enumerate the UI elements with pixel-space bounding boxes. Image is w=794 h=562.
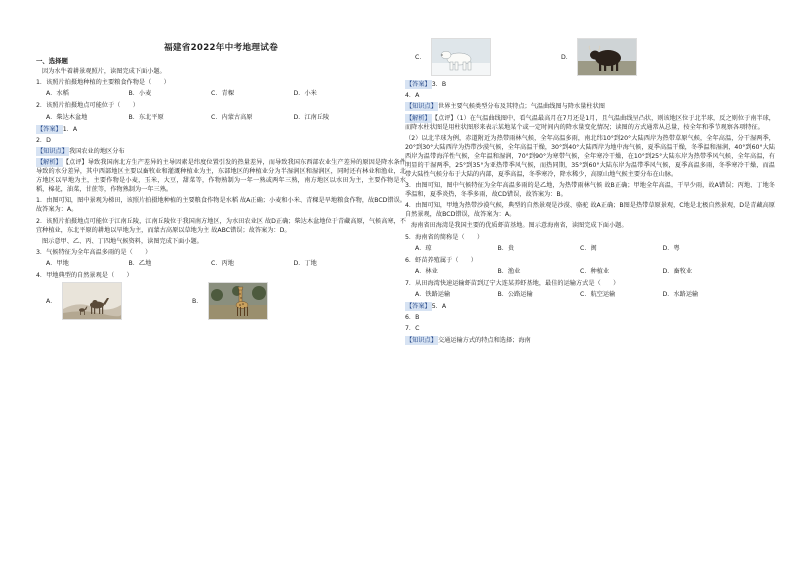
option: C．闽 xyxy=(580,244,597,252)
intro-text: 因为水牛着耕景观照片，读图完成下面小题。 xyxy=(42,68,166,75)
polar-bear-photo xyxy=(431,38,491,76)
question-1-options xyxy=(36,89,406,98)
question-6: 6．虾苗养殖属于（ ） xyxy=(405,256,477,264)
option: B．贵 xyxy=(497,244,515,252)
knowledge-point-3: 【知识点】交通运输方式的特点和选择；海南 xyxy=(406,336,531,344)
intro-text-3: 海南省田海湾是我国主要的优质虾苗基地。图示意海南省，读图完成下面小题。 xyxy=(411,222,628,230)
option: B．小麦 xyxy=(128,90,152,98)
option: D．江南丘陵 xyxy=(293,113,330,121)
option: B．渔业 xyxy=(497,267,521,275)
image-d-label: D． xyxy=(561,53,572,61)
desert-camel-photo xyxy=(62,282,122,320)
question-4: 4．甲地典型的自然景观是（ ） xyxy=(36,272,133,280)
option: D．粤 xyxy=(662,244,680,252)
image-c-label: C． xyxy=(415,53,426,61)
answer-7: 7．C xyxy=(405,325,420,333)
option: B．公路运输 xyxy=(497,291,533,299)
option: D．小米 xyxy=(293,90,317,98)
knowledge-tag: 【知识点】 xyxy=(37,147,68,155)
option: C．种植业 xyxy=(580,267,610,275)
intro-text-2: 图示意甲、乙、丙、丁四地气候资料，读图完成下面小题。 xyxy=(42,237,203,245)
question-4-images-cd xyxy=(405,38,775,76)
option: C．丙地 xyxy=(211,260,234,268)
knowledge-point-2: 【知识点】世界主要气候类型分布及其特点；气温曲线图与降水量柱状图 xyxy=(406,103,605,111)
left-column xyxy=(36,0,406,324)
analysis-2-continued: （2）以北半球为例，赤道附近为热带雨林气候，全年高温多雨，南北纬10°到20°大陆西岸为热带草原气候，全年高温，分干湿两季，20°到30°大陆西岸为热带沙漠气候，全年高温干燥，30°到40°大陆西岸为地中海气候，夏季高温干燥，冬季温和湿润，40°到60°大陆西岸为温带海洋性气候，全年温和湿润，70°到90°为寒带气候，全年寒冷干燥，在10°到25°大陆东岸为热带季风气候，全年高温，有明显的干湿两季，25°到35°为亚热带季风气候，而热同期，35°到60°大陆东岸为温带季风气候，夏季高温多雨，冬季寒冷干燥，而温带大陆性气候分布于大陆的内部，夏季高温，冬季寒冷，降水稀少，高原山地气候主要分布在山脉。 xyxy=(405,134,775,178)
question-2-options xyxy=(36,113,406,122)
answer-2: 2．D xyxy=(36,136,51,144)
question-4-images-ab xyxy=(36,282,406,320)
answer-6: 6．B xyxy=(405,314,420,322)
section-heading: 一、选择题 xyxy=(36,57,68,65)
option: A．水稻 xyxy=(46,90,69,98)
question-5-options xyxy=(405,244,775,253)
knowledge-tag: 【知识点】 xyxy=(406,336,437,344)
option: C．青稞 xyxy=(211,90,234,98)
analysis-tag: 【解析】 xyxy=(37,159,62,167)
answer-tag: 【答案】 xyxy=(406,81,431,88)
question-2: 2．该照片拍摄地点可能位于（ ） xyxy=(36,102,139,110)
option: D．丁地 xyxy=(293,260,317,268)
image-b-label: B． xyxy=(192,297,203,305)
knowledge-point: 【知识点】我国农业的地区分布 xyxy=(37,147,125,155)
option: A．甲地 xyxy=(46,260,69,268)
option: C．内蒙古高原 xyxy=(211,113,253,121)
explanation-1: 1．由图可知，图中景观为梯田，该照片拍摄地种植的主要粮食作物是水稻 故A正确；小麦和小米、青稞是旱地粮食作物，故BCD错误。故答案为：A。 xyxy=(36,197,406,214)
question-1: 1．该照片拍摄地种植的主要粮食作物是（ ） xyxy=(36,79,170,87)
option: C．航空运输 xyxy=(580,291,616,299)
option: B．乙地 xyxy=(128,260,152,268)
right-column xyxy=(405,0,775,347)
question-7: 7．从田海湾快速运输虾苗到辽宁大连某养虾基地，最佳的运输方式是（ ） xyxy=(405,279,620,287)
answer-1: 【答案】1．A xyxy=(37,125,78,133)
question-7-options xyxy=(405,290,775,299)
option: A．琼 xyxy=(415,244,432,252)
answer-tag: 【答案】 xyxy=(37,125,62,133)
explanation-2: 2．该照片拍摄地点可能位于江南丘陵，江南丘陵位于我国南方地区，为水田农业区 故D正确；柴达木盆地位于青藏高原，气候高寒，不宜种植业，东北平原的耕地以旱地为主，而蒙古高原以草地为主 故ABC错误；故答案为：D。 xyxy=(36,217,406,234)
image-a-label: A． xyxy=(46,297,57,305)
yak-plateau-photo xyxy=(577,38,637,76)
analysis-tag: 【解析】 xyxy=(406,114,431,122)
explanation-3: 3．由图可知，图中气候特征为全年高温多雨的是乙地，为热带雨林气候 故B正确；甲地全年高温，干旱少雨，故A错误；丙地、丁地冬季温和，夏季炎热，冬季多雨，故CD错误，故答案为：B。 xyxy=(405,181,775,198)
analysis-2: 【解析】【点评】（1）在气温曲线图中，看气温最高月在7月还是1月，且气温曲线呈凸状，则该地区位于北半球，反之则位于南半球，而降水柱状图是用柱状图形来表示某地某个或一定时间内的降水量变化情况；读图的方式通常从总量，按全年和季节观察各项特征。 xyxy=(405,114,775,131)
answer-5: 【答案】5．A xyxy=(406,303,447,311)
savanna-giraffe-photo xyxy=(208,282,268,320)
answer-3: 【答案】3．B xyxy=(406,81,447,88)
option: A．铁路运输 xyxy=(415,291,451,299)
knowledge-tag: 【知识点】 xyxy=(406,103,437,111)
option: B．东北平原 xyxy=(128,113,164,121)
option: D．畜牧业 xyxy=(662,267,693,275)
answer-tag: 【答案】 xyxy=(406,303,431,311)
page-title: 福建省2022年中考地理试卷 xyxy=(163,43,279,53)
question-6-options xyxy=(405,267,775,276)
analysis: 【解析】【点评】导致我国南北方生产差异的主导因素是纬度位置引发的热量差异，而导致我国东西部农业生产差异的原因是降水条件导致的水分差异，其中西部地区主要以畜牧业和灌溉种植业为主，东部地区的种植业分为半湿润区和湿润区，同时还有林业和渔业，北方地区以旱地为主，主要作物是小麦，玉米，大豆，甜菜等，作物熟制为一年一熟或两年三熟，南方地区以水田为主，主要作物是水稻，棉花，油菜，甘蔗等，作物熟制为一年三熟。 xyxy=(36,159,406,194)
question-3-options xyxy=(36,259,406,268)
question-3: 3．气候特征为全年高温多雨的是（ ） xyxy=(36,248,152,256)
option: A．柴达木盆地 xyxy=(46,113,88,121)
question-5: 5．海南省的简称是（ ） xyxy=(405,233,484,241)
answer-4: 4．A xyxy=(405,92,420,100)
option: D．水路运输 xyxy=(662,291,699,299)
explanation-4: 4．由图可知，甲地为热带沙漠气候，典型的自然景观是沙漠、骆驼 故A正确；B图是热带草原景观，C地是北极自然景观，D是青藏高原自然景观，故BCD错误，故答案为：A。 xyxy=(405,202,775,219)
option: A．林业 xyxy=(415,267,438,275)
